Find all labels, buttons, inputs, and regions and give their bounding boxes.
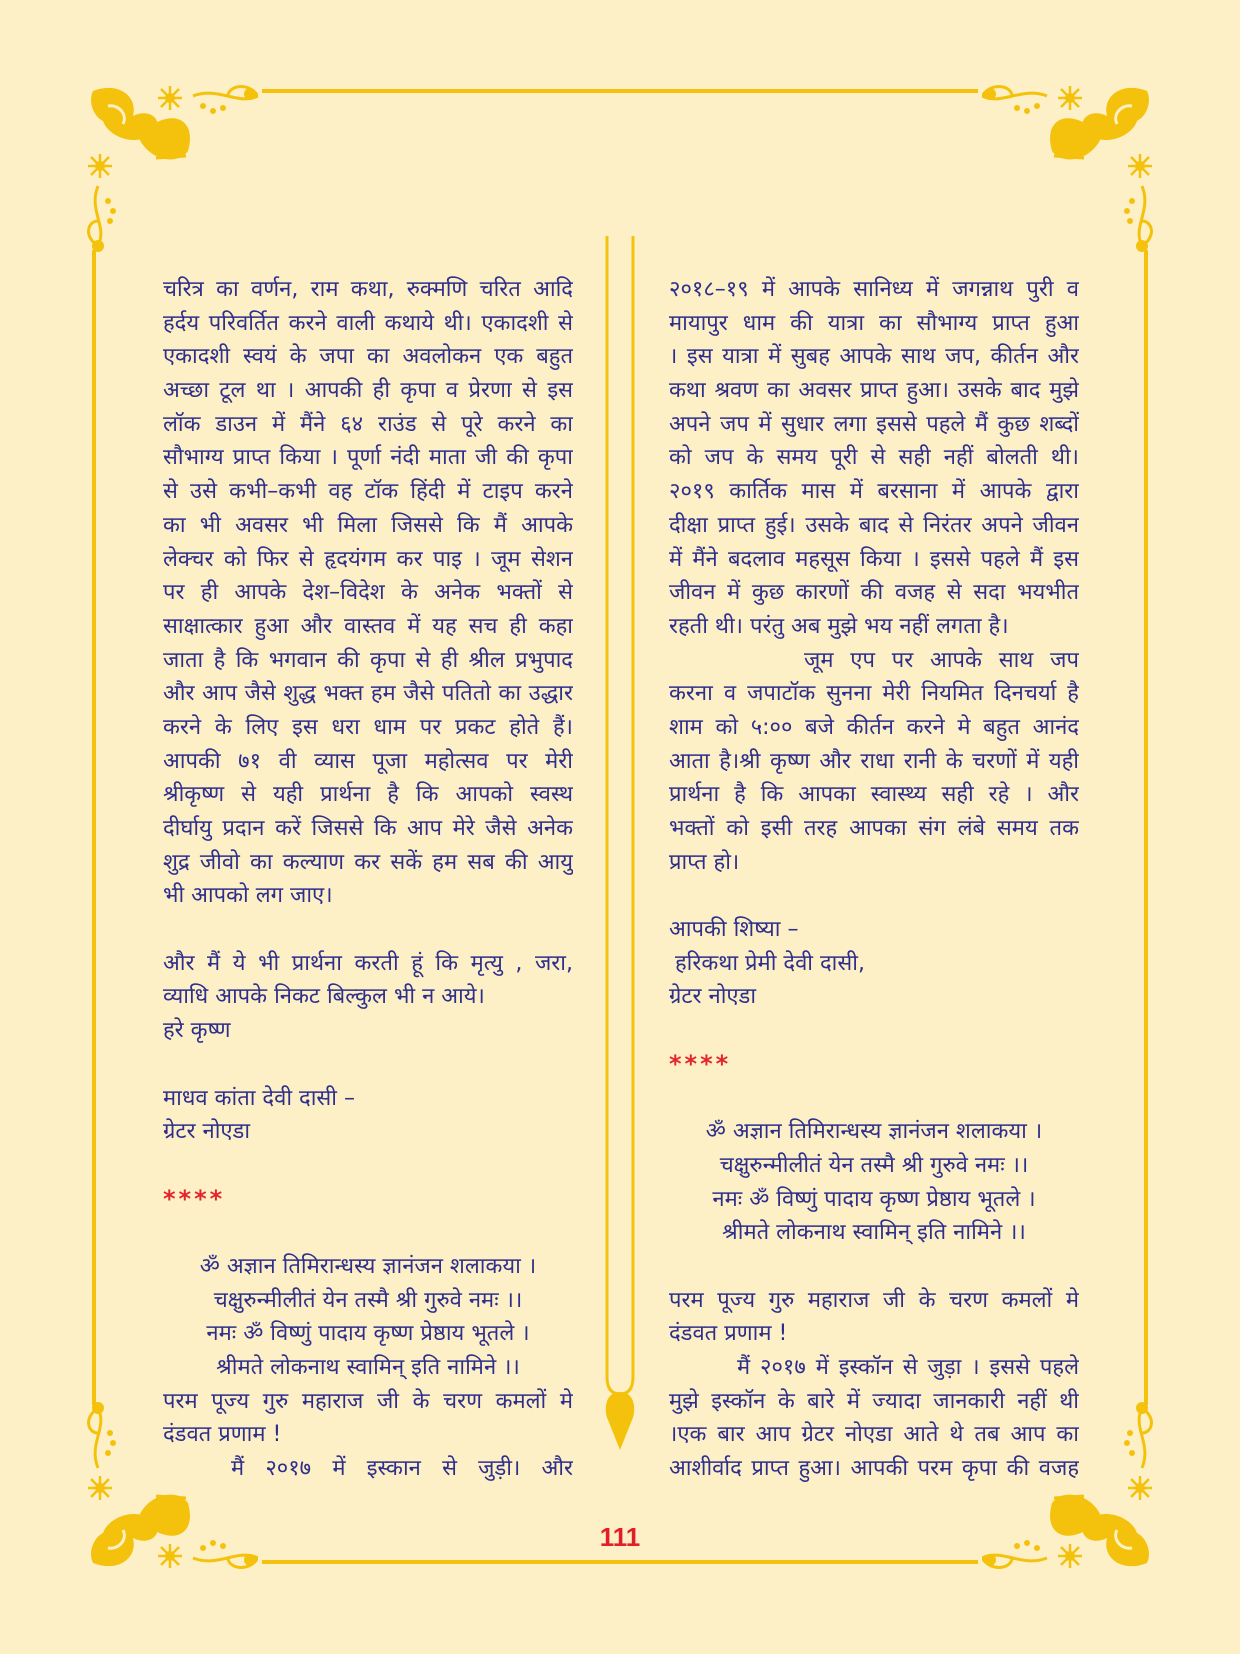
text-line: शाम को ५:०० बजे कीर्तन करने मे बहुत आनंद [669, 714, 1079, 740]
verse-line: श्रीमते लोकनाथ स्वामिन् इति नामिने ।। [722, 1220, 1026, 1246]
text-line: चरित्र का वर्णन, राम कथा, रुक्मणि चरित आदि [163, 277, 573, 302]
text-line: आशीर्वाद प्राप्त हुआ। आपकी परम कृपा की वजह [669, 1456, 1079, 1482]
border-top-line [262, 89, 978, 93]
text-line: परम पूज्य गुरु महाराज जी के चरण कमलों मे [163, 1388, 573, 1414]
text-line: हरिकथा प्रेमी देवी दासी, [675, 950, 865, 976]
text-line: जाता है कि भगवान की कृपा से ही श्रील प्रभुपाद [163, 647, 573, 673]
text-line: २०१८–१९ में आपके सानिध्य में जगन्नाथ पुरी व [669, 277, 1079, 302]
text-line: हरे कृष्ण [163, 1018, 231, 1044]
text-line: दंडवत प्रणाम ! [163, 1422, 282, 1448]
blank-line [163, 913, 573, 947]
text-line: मायापुर धाम की यात्रा का सौभाग्य प्राप्त हुआ [669, 310, 1079, 336]
text-line: पर ही आपके देश–विदेश के अनेक भक्तों से [163, 580, 573, 606]
text-line: शुद्र जीवो का कल्याण कर सकें हम सब की आयु [163, 849, 573, 875]
text-line: ग्रेटर नोएडा [163, 1119, 251, 1145]
verse-line: ॐ अज्ञान तिमिरान्धस्य ज्ञानंजन शलाकया । [199, 1253, 537, 1279]
text-line: श्रीकृष्ण से यही प्रार्थना है कि आपको स्वस्थ [163, 782, 573, 808]
text-line: जूम एप पर आपके साथ जप [804, 647, 1079, 673]
text-line: दीक्षा प्राप्त हुई। उसके बाद से निरंतर अपने जीवन [669, 512, 1079, 538]
text-line: में मैंने बदलाव महसूस किया । इससे पहले मैं इस [669, 546, 1079, 572]
text-line: । इस यात्रा में सुबह आपके साथ जप, कीर्तन और [669, 344, 1079, 370]
verse-line: नमः ॐ विष्णुं पादाय कृष्ण प्रेष्ठाय भूतले । [206, 1321, 530, 1347]
text-line: मैं २०१७ में इस्कान से जुड़ी। और [231, 1456, 573, 1482]
text-line: करना व जपाटॉक सुनना मेरी नियमित दिनचर्या है [669, 681, 1079, 707]
text-line: प्राप्त हो। [669, 849, 740, 875]
text-line: और आप जैसे शुद्ध भक्त हम जैसे पतितो का उद्धार [163, 681, 573, 707]
verse-line: ॐ अज्ञान तिमिरान्धस्य ज्ञानंजन शलाकया । [705, 1119, 1043, 1145]
text-line: सौभाग्य प्राप्त किया । पूर्णा नंदी माता जी की कृपा [163, 445, 573, 471]
section-separator-stars: **** [669, 1049, 732, 1078]
blank-line [669, 1250, 1079, 1284]
text-line: को जप के समय पूरी से सही नहीं बोलती थी। [669, 445, 1079, 471]
text-line: मुझे इस्कॉन के बारे में ज्यादा जानकारी नहीं थी [669, 1388, 1079, 1414]
blank-line [163, 1216, 573, 1250]
verse-line: श्रीमते लोकनाथ स्वामिन् इति नामिने ।। [216, 1355, 520, 1380]
text-line: एकादशी स्वयं के जपा का अवलोकन एक बहुत [163, 344, 573, 370]
verse-line: चक्षुरुन्मीलीतं येन तस्मै श्री गुरुवे नमः ।। [213, 1287, 523, 1313]
border-right-line [1144, 250, 1148, 1405]
blank-line [669, 1082, 1079, 1116]
column-divider-ornament [598, 232, 642, 1452]
verse-line: चक्षुरुन्मीलीतं येन तस्मै श्री गुरुवे नमः ।। [719, 1152, 1029, 1178]
text-line: ग्रेटर नोएडा [669, 984, 757, 1010]
section-separator-stars: **** [163, 1184, 226, 1213]
text-line: आपकी ७१ वी व्यास पूजा महोत्सव पर मेरी [163, 748, 573, 774]
text-line: साक्षात्कार हुआ और वास्तव में यह सच ही कहा [163, 613, 573, 639]
text-line: २०१९ कार्तिक मास में बरसाना में आपके द्वारा [669, 479, 1079, 505]
text-line: मैं २०१७ में इस्कॉन से जुड़ा । इससे पहले [737, 1355, 1079, 1380]
text-line: परम पूज्य गुरु महाराज जी के चरण कमलों मे [669, 1287, 1079, 1313]
corner-ornament-top-right [982, 76, 1162, 256]
text-line: आपकी शिष्या – [669, 917, 799, 943]
border-left-line [92, 250, 96, 1405]
right-text-column [669, 273, 1079, 1486]
text-line: दंडवत प्रणाम ! [669, 1321, 788, 1347]
text-line: रहती थी। परंतु अब मुझे भय नहीं लगता है। [669, 613, 1009, 639]
text-line: अपने जप में सुधार लगा इससे पहले मैं कुछ शब्दों [669, 411, 1079, 437]
text-line: और मैं ये भी प्रार्थना करती हूं कि मृत्यु , जरा, [163, 950, 573, 976]
text-line: आता है।श्री कृष्ण और राधा रानी के चरणों में यही [669, 748, 1079, 774]
blank-line [163, 1048, 573, 1082]
text-line: प्रार्थना है कि आपका स्वास्थ्य सही रहे । और [669, 782, 1079, 808]
text-line: माधव कांता देवी दासी – [163, 1085, 355, 1111]
border-bottom-line [262, 1560, 978, 1564]
blank-line [669, 879, 1079, 913]
text-line: अच्छा टूल था । आपकी ही कृपा व प्रेरणा से इस [163, 378, 573, 404]
text-line: करने के लिए इस धरा धाम पर प्रकट होते हैं। [163, 714, 573, 740]
text-line: जीवन में कुछ कारणों की वजह से सदा भयभीत [669, 580, 1079, 606]
text-line: लॉक डाउन में मैंने ६४ राउंड से पूरे करने का [163, 411, 573, 437]
text-line: दीर्घायु प्रदान करें जिससे कि आप मेरे जैसे अनेक [163, 816, 573, 841]
corner-ornament-top-left [78, 76, 258, 256]
text-line: भी आपको लग जाए। [163, 883, 333, 909]
text-line: हर्दय परिवर्तित करने वाली कथाये थी। एकादशी से [163, 310, 573, 336]
page-number: 111 [599, 1522, 641, 1552]
blank-line [669, 1014, 1079, 1048]
text-line: ।एक बार आप ग्रेटर नोएडा आते थे तब आप का [669, 1422, 1079, 1448]
left-text-column [163, 273, 573, 1486]
text-line: भक्तों को इसी तरह आपका संग लंबे समय तक [669, 816, 1079, 841]
blank-line [163, 1149, 573, 1183]
text-line: व्याधि आपके निकट बिल्कुल भी न आये। [163, 984, 485, 1010]
text-line: का भी अवसर भी मिला जिससे कि मैं आपके [163, 512, 573, 538]
text-line: लेक्चर को फिर से हृदयंगम कर पाइ । जूम सेशन [163, 546, 573, 572]
text-line: से उसे कभी–कभी वह टॉक हिंदी में टाइप करने [163, 479, 573, 505]
text-line: कथा श्रवण का अवसर प्राप्त हुआ। उसके बाद मुझे [669, 378, 1079, 404]
verse-line: नमः ॐ विष्णुं पादाय कृष्ण प्रेष्ठाय भूतले । [712, 1186, 1036, 1212]
